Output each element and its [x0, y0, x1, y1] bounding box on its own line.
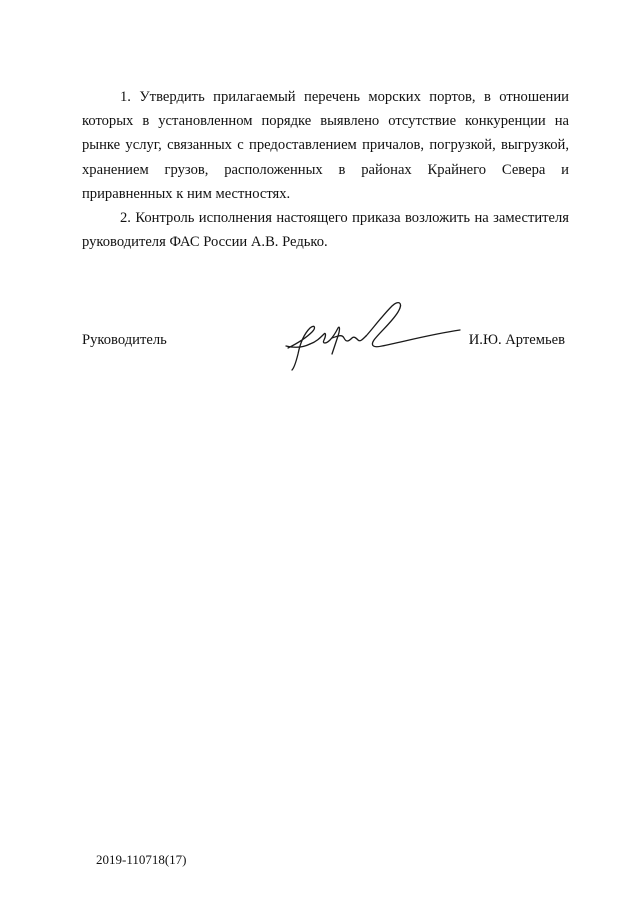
document-body	[82, 85, 569, 254]
paragraph-2: 2. Контроль исполнения настоящего приказа возложить на заместителя руководителя ФАС России А.В. Редько.	[82, 210, 569, 251]
position-title: Руководитель	[82, 332, 167, 348]
signer-name: И.Ю. Артемьев	[468, 332, 565, 348]
signature-block	[82, 330, 569, 370]
handwritten-signature-icon	[282, 298, 462, 374]
document-registration-number: 2019-110718(17)	[96, 852, 187, 867]
paragraph-1: 1. Утвердить прилагаемый перечень морских портов, в отношении которых в установленном порядке выявлено отсутствие конкуренции на рынке услуг, связанных с предоставлением причалов, погрузкой, выгрузкой, хранением грузов, расположенных в районах Крайнего Севера и приравненных к ним местностях.	[82, 89, 569, 202]
